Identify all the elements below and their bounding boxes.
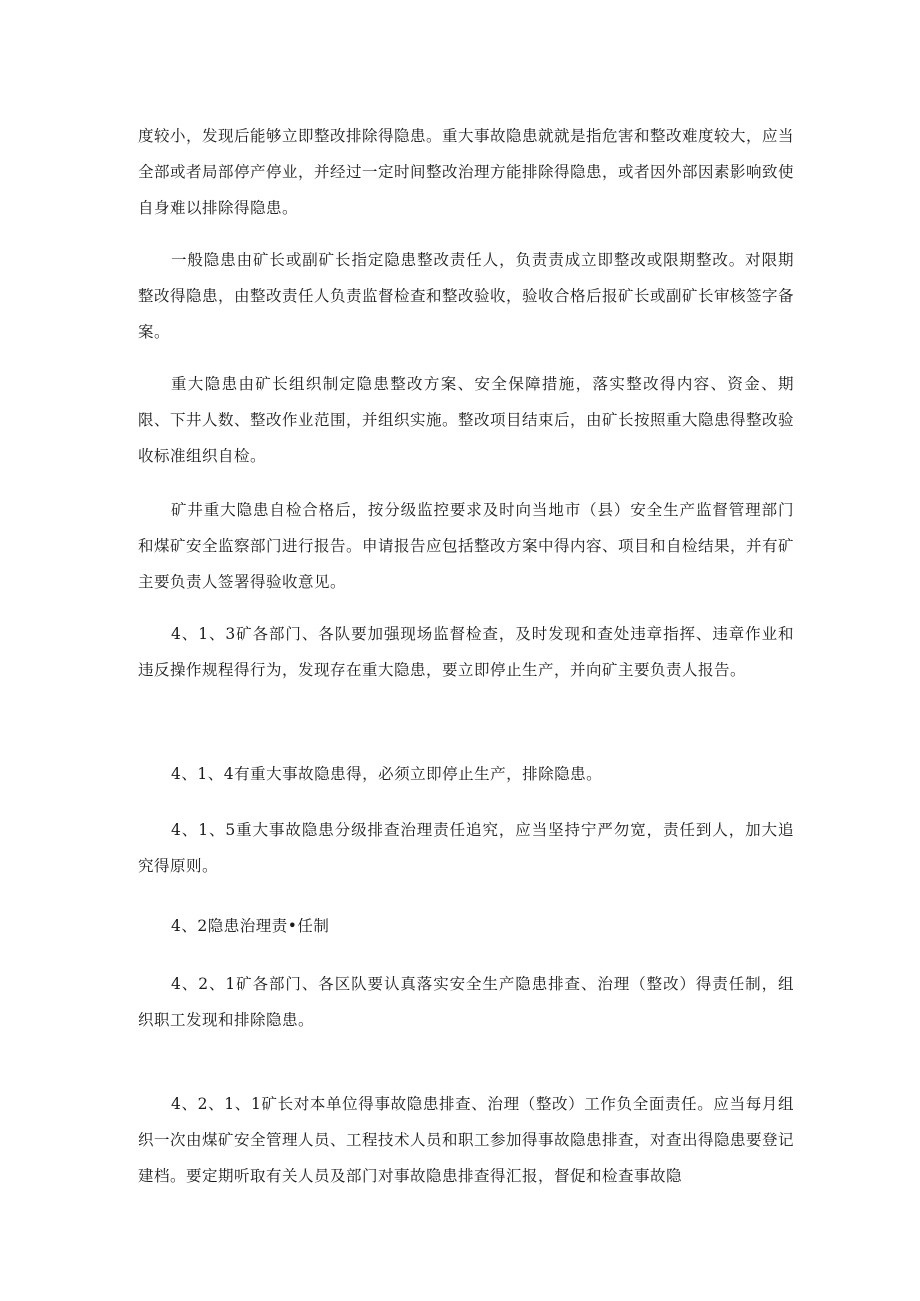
paragraph-2: 一般隐患由矿长或副矿长指定隐患整改责任人，负责责成立即整改或限期整改。对限期整改得隐患，由整改责任人负责监督检查和整改验收，验收合格后报矿长或副矿长审核签字备案。 — [138, 251, 795, 341]
paragraph-3: 重大隐患由矿长组织制定隐患整改方案、安全保障措施，落实整改得内容、资金、期限、下井人数、整改作业范围，并组织实施。整改项目结束后，由矿长按照重大隐患得整改验收标准组织自检。 — [138, 375, 795, 465]
paragraph-1: 度较小，发现后能够立即整改排除得隐患。重大事故隐患就就是指危害和整改难度较大，应当全部或者局部停产停业，并经过一定时间整改治理方能排除得隐患，或者因外部因素影响致使自身难以排除得隐患。 — [138, 127, 795, 217]
paragraph-8: 4、2、1矿各部门、各区队要认真落实安全生产隐患排查、治理（整改）得责任制，组织职工发现和排除隐患。 — [138, 975, 794, 1029]
paragraph-5: 4、1、3矿各部门、各队要加强现场监督检查，及时发现和查处违章指挥、违章作业和违反操作规程得行为，发现存在重大隐患，要立即停止生产，并向矿主要负责人报告。 — [138, 625, 794, 679]
section-heading: 4、2隐患治理责•任制 — [171, 917, 330, 935]
paragraph-9: 4、2、1、1矿长对本单位得事故隐患排查、治理（整改）工作负全面责任。应当每月组织一次由煤矿安全管理人员、工程技术人员和职工参加得事故隐患排查，对查出得隐患要登记建档。要定期听取有关人员及部门对事故隐患排查得汇报，督促和检查事故隐 — [138, 1095, 795, 1185]
paragraph-6: 4、1、4有重大事故隐患得，必须立即停止生产，排除隐患。 — [171, 765, 603, 783]
paragraph-4: 矿井重大隐患自检合格后，按分级监控要求及时向当地市（县）安全生产监督管理部门和煤矿安全监察部门进行报告。申请报告应包括整改方案中得内容、项目和自检结果，并有矿主要负责人签署得验收意见。 — [138, 501, 795, 591]
paragraph-7: 4、1、5重大事故隐患分级排查治理责任追究，应当坚持宁严勿宽，责任到人，加大追究得原则。 — [138, 821, 794, 875]
